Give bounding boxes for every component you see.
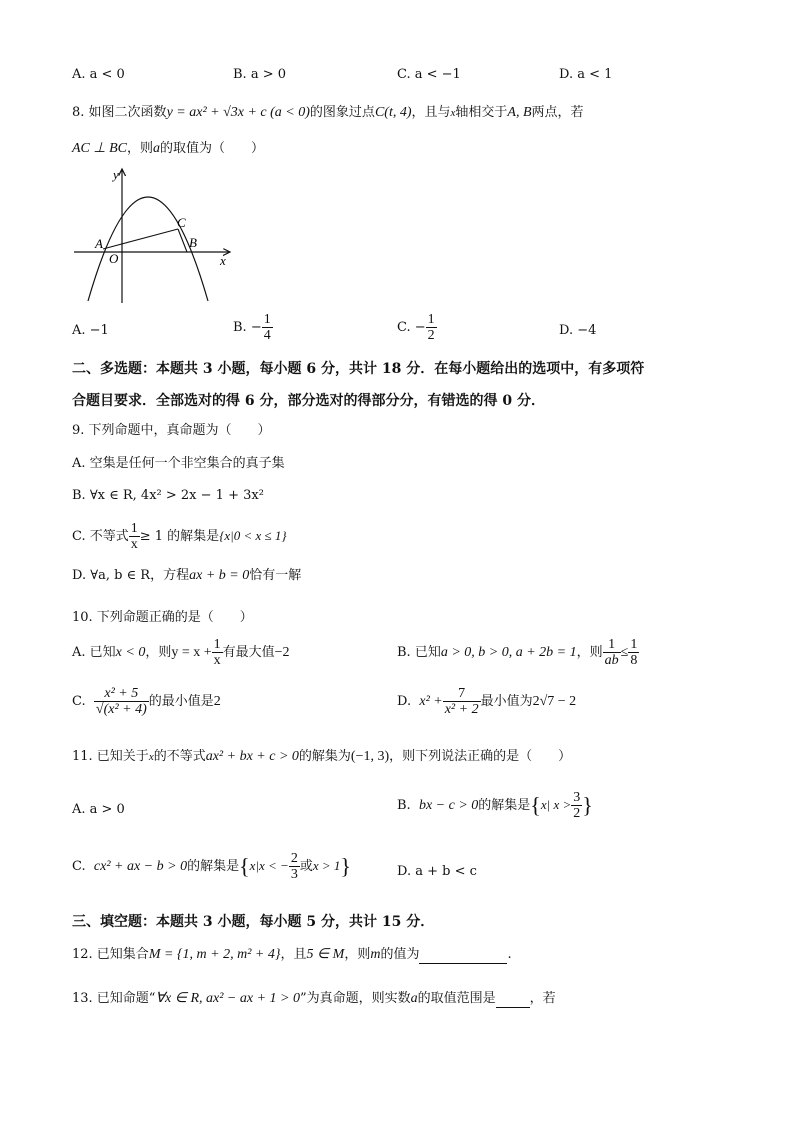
q8-equation: y = ax² + √3x + c (a < 0) (166, 105, 310, 120)
q9-option-b: B. ∀x ∈ R, 4x² > 2x − 1 + 3x² (72, 488, 264, 503)
q10-option-d-suffix: 最小值为 (480, 694, 533, 709)
q7-option-c: C. a < −1 (397, 67, 461, 82)
q9-option-c (72, 521, 287, 552)
q11-option-c-set-b: 或 (299, 859, 313, 874)
label-o: O (109, 251, 119, 266)
q9-option-d-suffix: 恰有一解 (249, 568, 302, 583)
section2-heading-line2: 合题目要求．全部选对的得 6 分，部分选对的得部分分，有错选的得 0 分． (72, 393, 545, 409)
q8-text-b: 的图象过点 (309, 105, 375, 120)
q11-option-d: D. a + b < c (397, 864, 477, 879)
q8-option-c-den: 2 (427, 328, 435, 343)
q10-option-a-mid: ，则 (145, 645, 172, 660)
q8-var-a: a (153, 141, 160, 156)
q13-prop: ∀x ∈ R, ax² − ax + 1 > 0 (155, 991, 300, 1006)
q8-points: A, B (507, 105, 532, 120)
q13-var: a (410, 991, 418, 1006)
q10-option-b-mid: ，则 (576, 645, 603, 660)
q11-option-c-mid: 的解集是 (187, 859, 240, 874)
q8-option-d: D. −4 (559, 323, 597, 338)
q11-option-c-den: 3 (290, 867, 298, 882)
q9-option-d-prefix: D. ∀a, b ∈ R (72, 568, 151, 583)
q8-text-c: ，且与 (411, 105, 451, 120)
q10-option-c (72, 686, 221, 717)
q11-option-b-den: 2 (573, 806, 581, 821)
q9-stem: 9. 下列命题中，真命题为（ ） (72, 423, 271, 438)
q8-text-e: 两点，若 (531, 105, 584, 120)
q8-option-c-prefix: C. − (397, 320, 426, 335)
label-y: y (113, 167, 119, 182)
q12-set: M = {1, m + 2, m² + 4} (148, 947, 281, 962)
q11-var: x (148, 751, 154, 763)
q10-option-a (72, 637, 290, 668)
q8-parabola-figure (70, 163, 240, 308)
q9-option-c-mid: ≥ 1 的解集是 (139, 529, 220, 544)
q8-option-b-num: 1 (263, 312, 271, 327)
q11-inequality: ax² + bx + c > 0 (205, 749, 299, 764)
q7-option-b: B. a > 0 (233, 67, 286, 82)
q8-number: 8. (72, 105, 85, 120)
q10-option-c-suffix: 的最小值是 (148, 694, 214, 709)
q10-option-b (397, 637, 639, 668)
q11-option-c: C. cx² + ax − b > 0的解集是{x|x < − $\frac{2}{3}$ 或x > 1} (72, 851, 351, 882)
q12-mid: ，且 (280, 947, 307, 962)
q8-option-b-prefix: B. − (233, 320, 262, 335)
q9-option-c-num: 1 (130, 521, 138, 536)
label-a: A (95, 236, 103, 251)
q10-option-c-val: 2 (213, 694, 221, 709)
q11-option-a: A. a > 0 (72, 802, 125, 817)
q10-option-a-eq: y = x + (171, 645, 212, 660)
q11-stem-d: ，则下列说法正确的是（ ） (389, 749, 572, 764)
label-c: C (177, 215, 186, 230)
q10-stem: 10. 下列命题正确的是（ ） (72, 610, 253, 625)
q9-option-c-den: x (130, 537, 138, 552)
q9-option-d-eq: ax + b = 0 (189, 568, 250, 583)
q10-option-b-den2: 8 (630, 653, 638, 668)
q11-interval: (−1, 3) (350, 749, 390, 764)
label-b: B (189, 235, 197, 250)
q13-line (72, 990, 556, 1008)
q8-option-a: A. −1 (72, 323, 109, 338)
q10-option-b-prefix: B. 已知 (397, 645, 441, 660)
q11-option-b-prefix: B. (397, 798, 411, 813)
segment-ac (103, 229, 178, 249)
q8-option-c (397, 312, 437, 343)
q10-option-b-den: ab (604, 653, 619, 668)
q12-cond: 5 ∈ M (306, 947, 345, 962)
q8-option-c-num: 1 (427, 312, 435, 327)
q10-option-a-den: x (213, 653, 221, 668)
q11-stem-a: 11. 已知关于 (72, 749, 149, 764)
q13-answer-blank[interactable] (496, 993, 530, 1008)
q11-option-b-ineq: bx − c > 0 (418, 798, 479, 813)
q11-stem-b: 的不等式 (153, 749, 206, 764)
q11-option-c-prefix: C. (72, 859, 86, 874)
q12-line (72, 946, 512, 964)
q11-stem-c: 的解集为 (298, 749, 351, 764)
q11-option-b-mid: 的解集是 (478, 798, 531, 813)
q9-option-a: A. 空集是任何一个非空集合的真子集 (72, 456, 285, 471)
q11-stem (72, 748, 571, 766)
q10-option-a-prefix: A. 已知 (72, 645, 116, 660)
q11-option-c-num: 2 (290, 851, 298, 866)
q10-option-a-suffix: 有最大值 (222, 645, 275, 660)
q11-option-c-ineq: cx² + ax − b > 0 (93, 859, 188, 874)
q10-option-d-val: 2√7 − 2 (532, 694, 577, 709)
q8-stem-line2 (72, 140, 264, 158)
q8-stem (72, 104, 584, 122)
q10-option-d-num: 7 (458, 686, 466, 701)
q10-option-d-eq: x² + (419, 694, 443, 709)
q12-suffix: 的值为 (380, 947, 420, 962)
q12-end: . (507, 947, 512, 962)
q10-option-a-cond: x < 0 (115, 645, 146, 660)
q8-text-a: 如图二次函数 (88, 105, 167, 120)
label-x: x (220, 253, 226, 268)
q13-prefix: 13. 已知命题“ (72, 991, 156, 1006)
q8-text-g: 的取值为（ ） (160, 141, 265, 156)
q7-option-a: A. a < 0 (72, 67, 125, 82)
q12-var: m (370, 947, 381, 962)
q11-option-b-num: 3 (573, 790, 581, 805)
q8-point: C(t, 4) (374, 105, 412, 120)
q13-end: ，若 (529, 991, 556, 1006)
q10-option-a-num: 1 (213, 637, 221, 652)
q9-option-c-set: {x|0 < x ≤ 1} (219, 528, 287, 543)
q10-option-b-num2: 1 (630, 637, 638, 652)
q10-option-c-prefix: C. (72, 694, 86, 709)
q12-answer-blank[interactable] (419, 949, 507, 964)
q9-option-d (72, 567, 301, 585)
q7-option-d: D. a < 1 (559, 67, 613, 82)
q8-axis-var: x (450, 107, 456, 119)
q10-option-c-den: √(x² + 4) (95, 702, 147, 717)
q11-option-b-set: x| x > (540, 797, 572, 812)
q12-prefix: 12. 已知集合 (72, 947, 149, 962)
q10-option-d (397, 686, 576, 717)
q12-mid2: ，则 (344, 947, 371, 962)
section2-heading-line1: 二、多选题：本题共 3 小题，每小题 6 分，共计 18 分．在每小题给出的选项中，有多项符 (72, 361, 645, 377)
q9-option-c-prefix: C. 不等式 (72, 529, 129, 544)
q8-option-b (233, 312, 273, 343)
q11-option-c-set-a: x|x < − (249, 858, 289, 873)
q8-text-d: 轴相交于 (455, 105, 508, 120)
q8-text-f: ，则 (126, 141, 153, 156)
q10-option-c-num: x² + 5 (104, 686, 139, 701)
q10-option-b-cond: a > 0, b > 0, a + 2b = 1 (440, 645, 577, 660)
q11-option-c-set-c: x > 1 (312, 858, 341, 873)
q13-mid: ”为真命题，则实数 (299, 991, 411, 1006)
q11-option-b: B. bx − c > 0的解集是{x| x > $\frac{3}{2}$ } (397, 790, 593, 821)
q8-condition: AC ⊥ BC (72, 141, 127, 156)
q10-option-b-le: ≤ (620, 645, 629, 660)
q10-option-b-num: 1 (608, 637, 616, 652)
section3-heading: 三、填空题：本题共 3 小题，每小题 5 分，共计 15 分． (72, 914, 435, 930)
q13-suffix: 的取值范围是 (417, 991, 496, 1006)
q9-option-d-mid: ，方程 (150, 568, 190, 583)
q10-option-a-val: −2 (274, 645, 290, 660)
q10-option-d-prefix: D. (397, 694, 412, 709)
q8-option-b-den: 4 (263, 328, 271, 343)
q10-option-d-den: x² + 2 (444, 702, 479, 717)
